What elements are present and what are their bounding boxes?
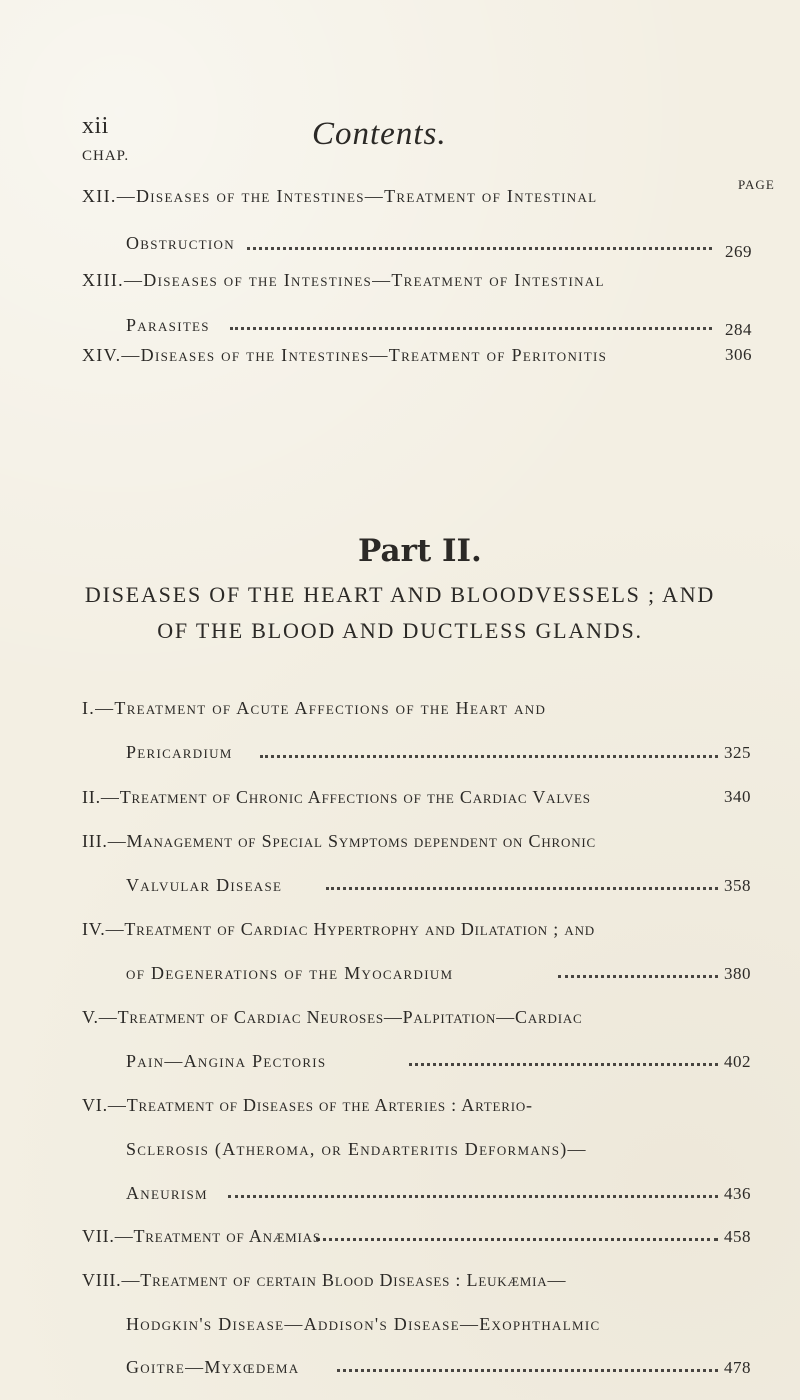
toc-entry-iv-line2: of Degenerations of the Myocardium: [126, 963, 454, 983]
running-head: Contents.: [312, 116, 447, 152]
toc-entry-iii-line1: III.—Management of Special Symptoms dependent on Chronic: [82, 831, 596, 851]
toc-leader: [326, 885, 718, 890]
toc-entry-viii-line2: Hodgkin's Disease—Addison's Disease—Exophthalmic: [126, 1314, 601, 1334]
page-number: xii: [82, 113, 109, 139]
toc-entry-v-line1: V.—Treatment of Cardiac Neuroses—Palpitation—Cardiac: [82, 1007, 583, 1027]
toc-page-number: 478: [724, 1358, 751, 1377]
chapter-column-label: CHAP.: [82, 148, 130, 164]
toc-entry-xiv-line1: XIV.—Diseases of the Intestines—Treatment of Peritonitis: [82, 345, 608, 365]
toc-entry-vi-line2: Sclerosis (Atheroma, or Endarteritis Deformans)—: [126, 1139, 587, 1159]
toc-entry-v-line2: Pain—Angina Pectoris: [126, 1051, 327, 1071]
toc-page-number: 325: [724, 743, 751, 762]
toc-entry-xiii-line2: Parasites: [126, 315, 210, 335]
toc-page-number: 269: [725, 242, 752, 261]
toc-entry-i-line1: I.—Treatment of Acute Affections of the Heart and: [82, 698, 547, 718]
toc-entry-xiii-line1: XIII.—Diseases of the Intestines—Treatment of Intestinal: [82, 270, 605, 290]
toc-page-number: 436: [724, 1184, 751, 1203]
toc-page-number: 306: [725, 345, 752, 364]
toc-leader: [247, 245, 712, 250]
toc-page-number: 358: [724, 876, 751, 895]
toc-page-number: 284: [725, 320, 752, 339]
toc-entry-vi-line1: VI.—Treatment of Diseases of the Arteries : Arterio-: [82, 1095, 533, 1115]
part-title: Part II.: [358, 533, 482, 569]
toc-leader: [228, 1193, 718, 1198]
toc-leader: [558, 973, 718, 978]
toc-entry-vii-line1: VII.—Treatment of Anæmias: [82, 1226, 321, 1246]
page-column-label: PAGE: [738, 177, 775, 192]
toc-entry-vi-line3: Aneurism: [126, 1183, 208, 1203]
toc-leader: [316, 1236, 718, 1241]
part-heading-line-1: DISEASES OF THE HEART AND BLOODVESSELS ; AND: [84, 582, 716, 607]
toc-entry-i-line2: Pericardium: [126, 742, 233, 762]
toc-page-number: 402: [724, 1052, 751, 1071]
toc-page-number: 340: [724, 787, 751, 806]
toc-leader: [409, 1061, 718, 1066]
toc-leader: [337, 1367, 718, 1372]
toc-entry-xii-line1: XII.—Diseases of the Intestines—Treatment of Intestinal: [82, 186, 598, 206]
part-heading-line-2: OF THE BLOOD AND DUCTLESS GLANDS.: [157, 618, 643, 643]
toc-page-number: 380: [724, 964, 751, 983]
toc-entry-xii-line2: Obstruction: [126, 233, 235, 253]
toc-entry-iii-line2: Valvular Disease: [126, 875, 283, 895]
toc-entry-iv-line1: IV.—Treatment of Cardiac Hypertrophy and Dilatation ; and: [82, 919, 595, 939]
toc-page-number: 458: [724, 1227, 751, 1246]
toc-leader: [260, 753, 718, 758]
toc-leader: [230, 325, 712, 330]
toc-entry-ii-line1: II.—Treatment of Chronic Affections of the Cardiac Valves: [82, 787, 591, 807]
toc-entry-viii-line1: VIII.—Treatment of certain Blood Diseases : Leukæmia—: [82, 1270, 567, 1290]
toc-entry-viii-line3: Goitre—Myxœdema: [126, 1357, 300, 1377]
